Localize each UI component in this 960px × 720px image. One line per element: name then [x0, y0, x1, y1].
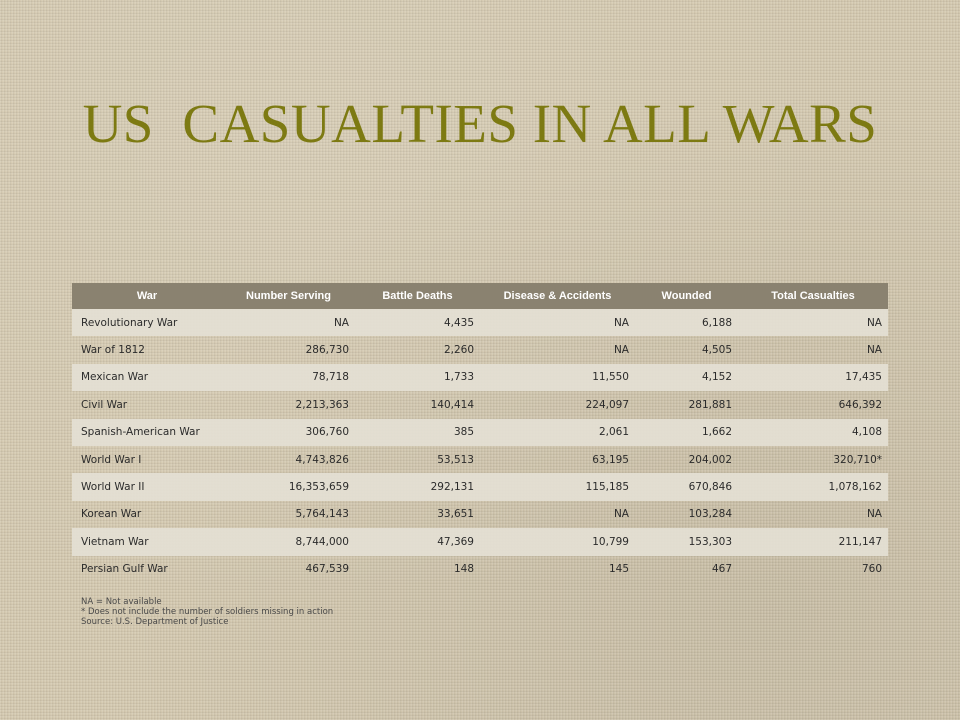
table-row	[72, 419, 888, 446]
battle-deaths: 292,131	[355, 473, 480, 500]
war-name: Korean War	[81, 508, 142, 521]
war-name: World War I	[81, 453, 142, 466]
total-casualties: 320,710*	[833, 453, 882, 466]
war-name: Civil War	[81, 398, 128, 411]
battle-deaths: 385	[355, 419, 480, 446]
footnote-source: Source: U.S. Department of Justice	[81, 617, 229, 627]
war-name: Mexican War	[72, 364, 222, 391]
battle-deaths: 53,513	[437, 453, 474, 466]
battle-deaths: 33,651	[437, 508, 474, 521]
disease-accidents: 2,061	[480, 419, 635, 446]
footnote-missing: * Does not include the number of soldiers missing in action	[81, 607, 334, 617]
disease-accidents: 224,097	[585, 398, 629, 411]
casualties-table-container	[72, 283, 888, 583]
total-casualties: 211,147	[738, 528, 888, 555]
disease-accidents: 63,195	[592, 453, 629, 466]
battle-deaths: 148	[453, 563, 474, 576]
table-row	[72, 309, 888, 336]
table-row	[72, 391, 888, 418]
wounded: 4,505	[701, 344, 732, 357]
table-row	[72, 501, 888, 528]
war-name: Spanish-American War	[72, 419, 222, 446]
war-name: Vietnam War	[72, 528, 222, 555]
wounded: 670,846	[635, 473, 738, 500]
total-casualties: NA	[738, 309, 888, 336]
battle-deaths: 140,414	[430, 398, 474, 411]
war-name: War of 1812	[81, 344, 145, 357]
battle-deaths: 4,435	[355, 309, 480, 336]
table-header-row	[72, 283, 888, 309]
wounded: 6,188	[635, 309, 738, 336]
disease-accidents: 10,799	[480, 528, 635, 555]
battle-deaths: 47,369	[355, 528, 480, 555]
table-row	[72, 364, 888, 391]
wounded: 103,284	[688, 508, 732, 521]
header-number-serving: Number Serving	[222, 283, 355, 309]
header-disease-accidents: Disease & Accidents	[480, 283, 635, 309]
number-serving: 8,744,000	[222, 528, 355, 555]
number-serving: 286,730	[305, 344, 349, 357]
war-name: Revolutionary War	[72, 309, 222, 336]
disease-accidents: NA	[613, 344, 629, 357]
table-row	[72, 473, 888, 500]
disease-accidents: 11,550	[480, 364, 635, 391]
header-wounded: Wounded	[635, 283, 738, 309]
number-serving: 467,539	[305, 563, 349, 576]
table-row	[72, 528, 888, 555]
wounded: 467	[711, 563, 732, 576]
battle-deaths: 2,260	[443, 344, 474, 357]
number-serving: 2,213,363	[295, 398, 349, 411]
slide-title: US CASUALTIES IN ALL WARS	[82, 93, 878, 154]
wounded: 281,881	[688, 398, 732, 411]
disease-accidents: 115,185	[480, 473, 635, 500]
header-war: War	[72, 283, 222, 309]
wounded: 4,152	[635, 364, 738, 391]
total-casualties: 17,435	[738, 364, 888, 391]
disease-accidents: NA	[480, 309, 635, 336]
number-serving: 4,743,826	[295, 453, 349, 466]
battle-deaths: 1,733	[355, 364, 480, 391]
total-casualties: 646,392	[838, 398, 882, 411]
wounded: 204,002	[688, 453, 732, 466]
number-serving: 306,760	[222, 419, 355, 446]
table-row	[72, 446, 888, 473]
total-casualties: NA	[866, 508, 882, 521]
number-serving: 78,718	[222, 364, 355, 391]
number-serving: NA	[222, 309, 355, 336]
wounded: 153,303	[635, 528, 738, 555]
header-total-casualties: Total Casualties	[738, 283, 888, 309]
number-serving: 5,764,143	[295, 508, 349, 521]
total-casualties: NA	[866, 344, 882, 357]
casualties-table	[72, 283, 888, 583]
total-casualties: 4,108	[738, 419, 888, 446]
table-footnotes	[81, 597, 333, 627]
footnote-na: NA = Not available	[81, 597, 162, 607]
header-battle-deaths: Battle Deaths	[355, 283, 480, 309]
disease-accidents: 145	[608, 563, 629, 576]
table-row	[72, 556, 888, 583]
disease-accidents: NA	[613, 508, 629, 521]
table-row	[72, 336, 888, 363]
war-name: Persian Gulf War	[81, 563, 168, 576]
total-casualties: 760	[861, 563, 882, 576]
number-serving: 16,353,659	[222, 473, 355, 500]
wounded: 1,662	[635, 419, 738, 446]
war-name: World War II	[72, 473, 222, 500]
total-casualties: 1,078,162	[738, 473, 888, 500]
